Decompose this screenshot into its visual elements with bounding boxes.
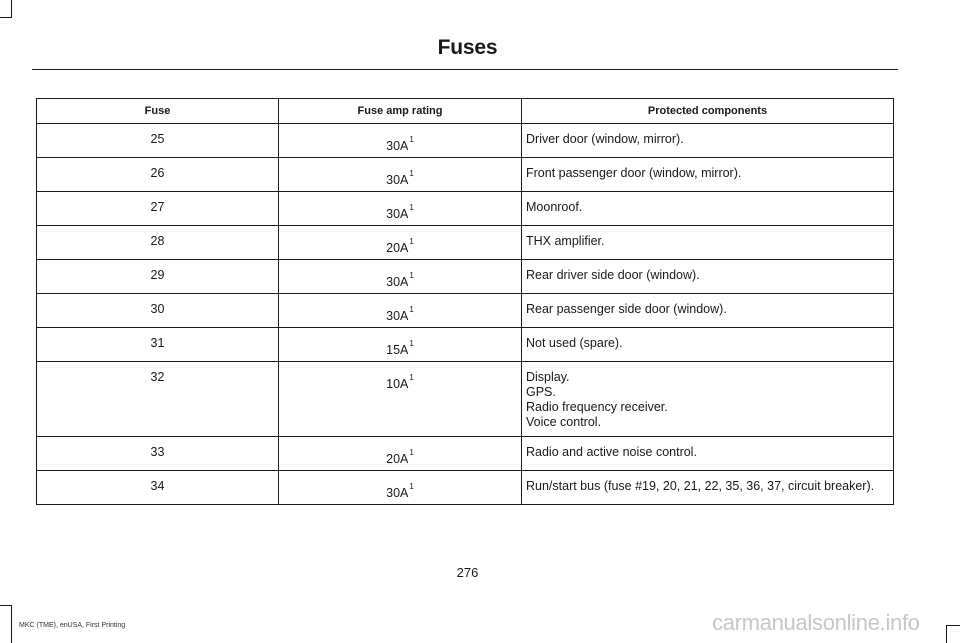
table-row: [37, 471, 894, 505]
footnote-marker: 1: [409, 448, 414, 457]
table-row: [37, 328, 894, 362]
fuse-amp-rating: [279, 362, 522, 437]
footnote-marker: 1: [409, 373, 414, 382]
fuse-table-body: [37, 124, 894, 505]
protected-components: [522, 437, 894, 471]
crop-mark-top-left-v: [11, 0, 12, 18]
header-amp-rating: Fuse amp rating: [279, 99, 522, 124]
protected-component-line: Driver door (window, mirror).: [526, 132, 684, 146]
protected-components: [522, 158, 894, 192]
amp-value: 30A: [386, 139, 409, 153]
protected-components: [522, 471, 894, 505]
crop-mark-bottom-right-h: [946, 625, 960, 626]
fuse-number: 28: [37, 226, 279, 260]
footnote-marker: 1: [409, 271, 414, 280]
table-header-row: [37, 99, 894, 124]
protected-components: [522, 124, 894, 158]
fuse-number: 31: [37, 328, 279, 362]
footnote-marker: 1: [409, 237, 414, 246]
protected-component-line: Front passenger door (window, mirror).: [526, 166, 742, 180]
protected-component-line: Display.: [526, 370, 570, 384]
protected-component-line: Rear driver side door (window).: [526, 268, 700, 282]
fuse-number: 29: [37, 260, 279, 294]
amp-value: 30A: [386, 207, 409, 221]
protected-component-line: Voice control.: [526, 415, 602, 429]
footer-edition: MKC (TME), enUSA, First Printing: [19, 622, 126, 629]
amp-value: 10A: [386, 377, 409, 391]
fuse-table: [36, 98, 894, 505]
crop-mark-bottom-left-h: [0, 605, 12, 606]
fuse-amp-rating: [279, 124, 522, 158]
amp-value: 15A: [386, 343, 409, 357]
header-fuse: Fuse: [37, 99, 279, 124]
fuse-amp-rating: [279, 294, 522, 328]
protected-components: [522, 226, 894, 260]
protected-components: [522, 362, 894, 437]
fuse-number: 25: [37, 124, 279, 158]
footnote-marker: 1: [409, 339, 414, 348]
protected-component-line: Not used (spare).: [526, 336, 623, 350]
fuse-number: 34: [37, 471, 279, 505]
protected-components: [522, 328, 894, 362]
footnote-marker: 1: [409, 135, 414, 144]
header-protected-components: Protected components: [522, 99, 894, 124]
crop-mark-bottom-right-v: [946, 625, 947, 643]
table-row: [37, 192, 894, 226]
protected-component-line: Moonroof.: [526, 200, 583, 214]
crop-mark-bottom-left-v: [11, 605, 12, 643]
amp-value: 20A: [386, 452, 409, 466]
fuse-number: 27: [37, 192, 279, 226]
footnote-marker: 1: [409, 482, 414, 491]
protected-components: [522, 260, 894, 294]
table-row: [37, 124, 894, 158]
protected-components: [522, 192, 894, 226]
fuse-number: 32: [37, 362, 279, 437]
fuse-amp-rating: [279, 437, 522, 471]
table-row: [37, 362, 894, 437]
protected-component-line: Run/start bus (fuse #19, 20, 21, 22, 35, 36, 37, circuit breaker).: [526, 479, 875, 493]
amp-value: 30A: [386, 173, 409, 187]
protected-component-line: Radio frequency receiver.: [526, 400, 668, 414]
amp-value: 30A: [386, 275, 409, 289]
protected-component-line: Radio and active noise control.: [526, 445, 697, 459]
fuse-amp-rating: [279, 158, 522, 192]
protected-component-line: Rear passenger side door (window).: [526, 302, 727, 316]
page-number: 276: [456, 565, 479, 580]
table-row: [37, 437, 894, 471]
amp-value: 30A: [386, 486, 409, 500]
amp-value: 30A: [386, 309, 409, 323]
protected-component-line: THX amplifier.: [526, 234, 605, 248]
fuse-number: 30: [37, 294, 279, 328]
fuse-number: 33: [37, 437, 279, 471]
fuse-amp-rating: [279, 260, 522, 294]
table-row: [37, 294, 894, 328]
fuse-amp-rating: [279, 328, 522, 362]
fuse-amp-rating: [279, 226, 522, 260]
table-row: [37, 260, 894, 294]
protected-components: [522, 294, 894, 328]
table-row: [37, 158, 894, 192]
fuse-amp-rating: [279, 192, 522, 226]
fuse-number: 26: [37, 158, 279, 192]
protected-component-line: GPS.: [526, 385, 556, 399]
watermark: carmanualsonline.info: [712, 610, 920, 635]
footnote-marker: 1: [409, 305, 414, 314]
crop-mark-top-left-h: [0, 17, 12, 18]
fuse-amp-rating: [279, 471, 522, 505]
amp-value: 20A: [386, 241, 409, 255]
title-divider: [32, 69, 898, 70]
footnote-marker: 1: [409, 203, 414, 212]
footnote-marker: 1: [409, 169, 414, 178]
table-row: [37, 226, 894, 260]
page-title: Fuses: [437, 36, 498, 59]
